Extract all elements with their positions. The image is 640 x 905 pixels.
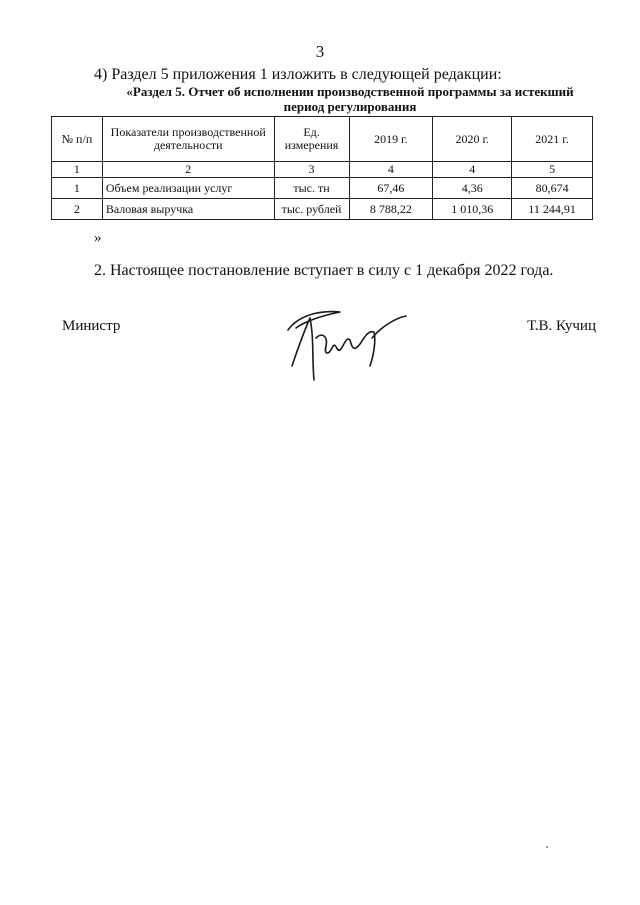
column-index: 4 <box>433 162 512 178</box>
column-index: 2 <box>102 162 274 178</box>
header-num: № п/п <box>52 117 103 162</box>
signer-name: Т.В. Кучиц <box>527 318 596 334</box>
row-unit: тыс. тн <box>274 178 349 199</box>
row-num: 1 <box>52 178 103 199</box>
row-unit: тыс. рублей <box>274 199 349 220</box>
column-index: 1 <box>52 162 103 178</box>
table-header-row <box>52 117 593 162</box>
decree-paragraph: 2. Настоящее постановление вступает в силу с 1 декабря 2022 года. <box>94 262 554 279</box>
column-index: 3 <box>274 162 349 178</box>
scan-mark <box>546 846 548 848</box>
row-num: 2 <box>52 199 103 220</box>
signer-title: Министр <box>62 318 121 334</box>
page-number: 3 <box>315 42 325 61</box>
signature-block <box>62 318 596 388</box>
table-row <box>52 199 593 220</box>
column-index: 4 <box>349 162 433 178</box>
report-table <box>51 116 593 220</box>
row-value-2019: 8 788,22 <box>349 199 433 220</box>
row-indicator: Объем реализации услуг <box>102 178 274 199</box>
header-2021: 2021 г. <box>512 117 593 162</box>
row-indicator: Валовая выручка <box>102 199 274 220</box>
row-value-2020: 4,36 <box>433 178 512 199</box>
closing-quote: » <box>94 230 102 246</box>
header-unit: Ед. измерения <box>274 117 349 162</box>
column-index-row <box>52 162 593 178</box>
handwritten-signature <box>270 296 420 386</box>
item-heading: 4) Раздел 5 приложения 1 изложить в следующей редакции: <box>94 66 502 83</box>
header-2020: 2020 г. <box>433 117 512 162</box>
table-row <box>52 178 593 199</box>
row-value-2020: 1 010,36 <box>433 199 512 220</box>
header-indicator: Показатели производственной деятельности <box>102 117 274 162</box>
row-value-2019: 67,46 <box>349 178 433 199</box>
row-value-2021: 80,674 <box>512 178 593 199</box>
section-title: «Раздел 5. Отчет об исполнении производственной программы за истекший период регулирования <box>126 84 574 114</box>
row-value-2021: 11 244,91 <box>512 199 593 220</box>
header-2019: 2019 г. <box>349 117 433 162</box>
column-index: 5 <box>512 162 593 178</box>
